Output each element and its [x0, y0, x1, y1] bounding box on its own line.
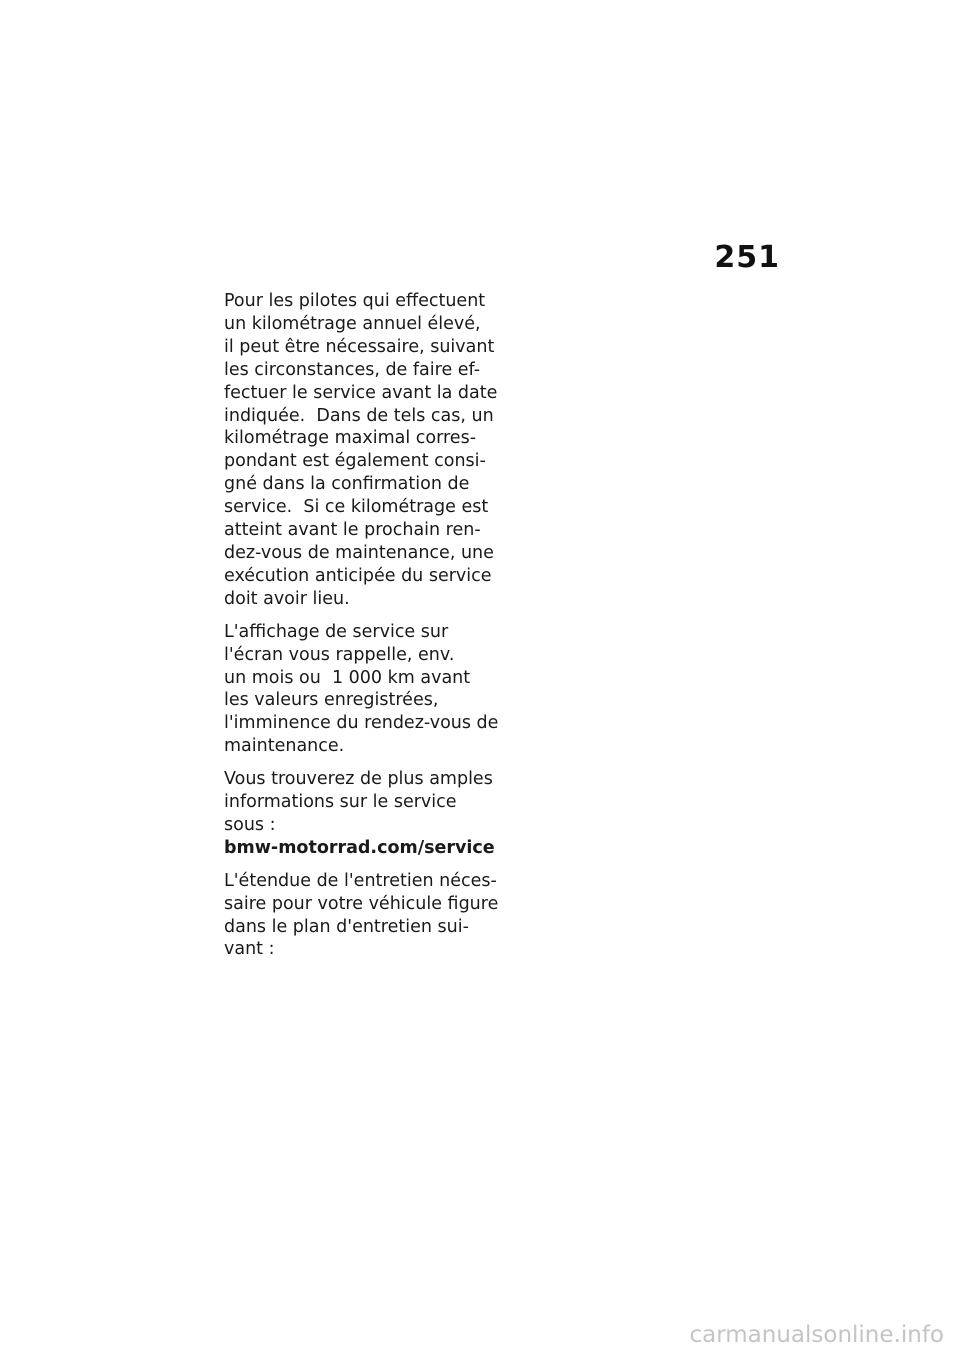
text-line: L'étendue de l'entretien néces- [224, 870, 497, 891]
text-line: informations sur le service [224, 792, 457, 813]
watermark: carmanualsonline.info [689, 1322, 944, 1348]
paragraph-maintenance-scope [224, 870, 499, 962]
paragraph-more-info [224, 768, 496, 860]
text-line: service. Si ce kilométrage est [224, 497, 489, 518]
text-line: kilométrage maximal corres- [224, 428, 477, 449]
paragraph-high-mileage [224, 290, 496, 611]
text-line: les circonstances, de faire ef- [224, 359, 481, 380]
text-line: exécution anticipée du service [224, 565, 492, 586]
text-line: L'affichage de service sur [224, 621, 449, 642]
service-link[interactable]: bmw-motorrad.com/service [224, 837, 495, 858]
text-line: indiquée. Dans de tels cas, un [224, 405, 494, 426]
text-line: il peut être nécessaire, suivant [224, 336, 495, 357]
text-line: fectuer le service avant la date [224, 382, 498, 403]
text-line: doit avoir lieu. [224, 588, 350, 609]
text-line: vant : [224, 939, 275, 960]
text-line: atteint avant le prochain ren- [224, 520, 481, 541]
page-number: 251 [714, 240, 780, 275]
text-line: les valeurs enregistrées, [224, 690, 439, 711]
text-line: dans le plan d'entretien sui- [224, 916, 469, 937]
text-line: gné dans la confirmation de [224, 474, 470, 495]
text-line: saire pour votre véhicule figure [224, 893, 499, 914]
text-line: l'imminence du rendez-vous de [224, 713, 499, 734]
text-line: Pour les pilotes qui effectuent [224, 291, 486, 311]
text-line: maintenance. [224, 736, 345, 757]
text-line: sous : [224, 814, 276, 835]
text-column [224, 290, 499, 971]
text-line: pondant est également consi- [224, 451, 486, 472]
text-line: l'écran vous rappelle, env. [224, 644, 455, 665]
text-line: dez-vous de maintenance, une [224, 542, 494, 563]
text-line: un kilométrage annuel élevé, [224, 313, 481, 334]
paragraph-service-display [224, 621, 499, 758]
text-line: Vous trouverez de plus amples [224, 769, 493, 790]
text-line: un mois ou 1 000 km avant [224, 667, 471, 688]
